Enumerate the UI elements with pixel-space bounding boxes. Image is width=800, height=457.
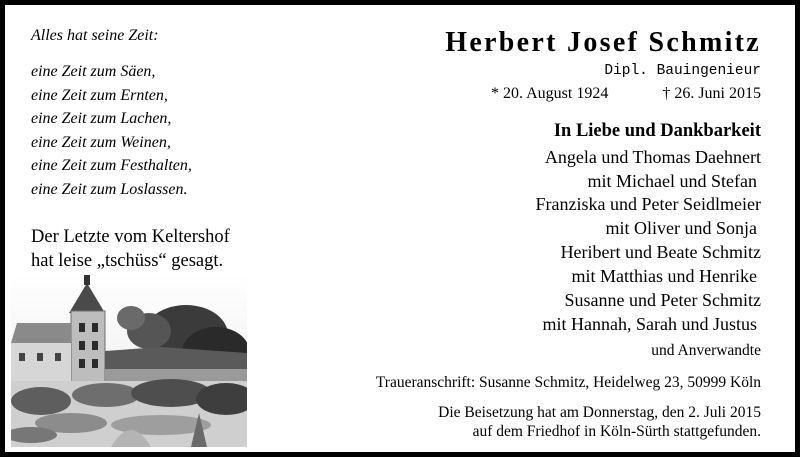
farewell-quote <box>31 225 230 273</box>
relatives-line: und Anverwandte <box>651 342 761 359</box>
family-children: mit Michael und Stefan <box>587 171 757 191</box>
family-parents: Heribert und Beate Schmitz <box>560 242 761 262</box>
family-children: mit Hannah, Sarah und Justus <box>542 314 757 334</box>
poem-line: eine Zeit zum Weinen, <box>31 133 171 151</box>
poem-line: eine Zeit zum Festhalten, <box>31 157 192 175</box>
keltershof-photo <box>11 273 247 447</box>
family-parents: Susanne und Peter Schmitz <box>564 290 761 310</box>
poem <box>31 60 192 202</box>
family-parents: Angela und Thomas Daehnert <box>544 147 761 167</box>
family-children: mit Matthias und Henrike <box>571 266 757 286</box>
deceased-profession: Dipl. Bauingenieur <box>604 63 761 79</box>
family-group <box>341 145 761 193</box>
farewell-quote-line: Der Letzte vom Keltershof <box>31 227 230 247</box>
poem-line: eine Zeit zum Säen, <box>31 63 156 80</box>
poem-line: eine Zeit zum Ernten, <box>31 86 168 104</box>
funeral-notice <box>438 403 761 441</box>
family-group <box>341 288 761 336</box>
birth-date: * 20. August 1924 <box>491 85 609 102</box>
mourning-address: Traueranschrift: Susanne Schmitz, Heidelweg 23, 50999 Köln <box>375 374 761 391</box>
family-group <box>341 240 761 288</box>
dedication: In Liebe und Dankbarkeit <box>553 121 761 141</box>
farewell-quote-line: hat leise „tschüss“ gesagt. <box>31 251 224 271</box>
funeral-notice-line: auf dem Friedhof in Köln-Sürth stattgefunden. <box>472 423 761 440</box>
funeral-notice-line: Die Beisetzung hat am Donnerstag, den 2. Juli 2015 <box>438 404 761 421</box>
poem-line: eine Zeit zum Loslassen. <box>31 180 188 198</box>
family-children: mit Oliver und Sonja <box>605 218 757 238</box>
poem-line: eine Zeit zum Lachen, <box>31 110 172 128</box>
family-group <box>341 192 761 240</box>
death-date: † 26. Juni 2015 <box>662 85 761 102</box>
family-parents: Franziska und Peter Seidlmeier <box>535 194 761 214</box>
deceased-name: Herbert Josef Schmitz <box>445 27 761 58</box>
poem-title: Alles hat seine Zeit: <box>31 27 159 44</box>
